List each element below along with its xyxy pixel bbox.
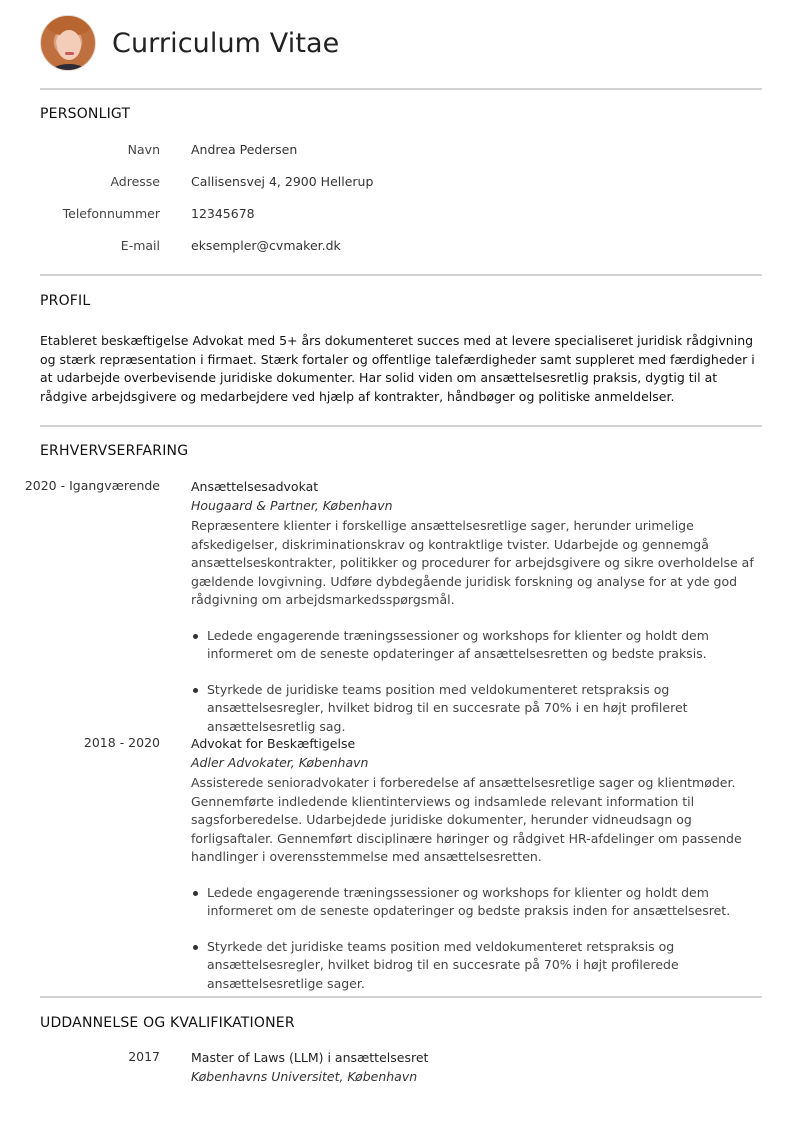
entry-job-title: Ansættelsesadvokat [191, 479, 319, 494]
entry-degree: Master of Laws (LLM) i ansættelsesret [191, 1050, 429, 1065]
field-value: eksempler@cvmaker.dk [191, 238, 341, 253]
section-divider [40, 996, 762, 998]
list-item [191, 681, 762, 737]
list-item-text: Styrkede det juridiske teams position med veldokumenteret retspraksis og ansættelsesregler, hvilket bidrog til en succesrate på 70% i højt profilerede ansættelsesretlige sager. [207, 938, 679, 991]
personal-row-phone [40, 206, 762, 226]
entry-company: Adler Advokater, København [191, 755, 369, 770]
bullet-icon [193, 891, 198, 896]
personal-row-email [40, 238, 762, 258]
list-item-text: Styrkede de juridiske teams position med veldokumenteret retspraksis og ansættelsesregler, hvilket bidrog til en succesrate på 70% i en højt profileret ansættelsesretlig sag. [207, 681, 688, 734]
field-label: Navn [127, 142, 160, 157]
list-item-text: Ledede engagerende træningssessioner og workshops for klienter og holdt dem informeret om de seneste opdateringer og bedste praksis inden for ansættelsesret. [207, 884, 731, 918]
profile-summary: Etableret beskæftigelse Advokat med 5+ års dokumenteret succes med at levere specialiseret juridisk rådgivning og stærk repræsentation i firmaet. Stærk fortaler og offentlige talefærdigheder samt suppleret med færdigheder i at udarbejde overbevisende juridiske dokumenter. Har solid viden om ansættelsesretlig praksis, dygtig til at rådgive arbejdsgivere og medarbejdere ved hjælp af kontrakter, håndbøger og politiske anmeldelser. [40, 333, 755, 404]
section-heading-personal: PERSONLIGT [40, 106, 131, 122]
entry-description: Repræsentere klienter i forskellige ansættelsesretlige sager, herunder urimelige afskedigelser, diskriminationskrav og kontraktlige tvister. Udarbejde og gennemgå ansættelseskontrakter, politikker og procedurer for arbejdsgivere og sikre overholdelse af gældende lovgivning. Udføre dybdegående juridisk forskning og analyse for at yde god rådgivning om arbejdsmarkedsspørgsmål. [191, 518, 754, 607]
field-value: Andrea Pedersen [191, 142, 298, 157]
entry-job-title: Advokat for Beskæftigelse [191, 736, 356, 751]
field-label: E-mail [120, 238, 160, 253]
entry-achievements [191, 627, 762, 737]
bullet-icon [193, 634, 198, 639]
bullet-icon [193, 945, 198, 950]
field-value: 12345678 [191, 206, 255, 221]
field-label: Telefonnummer [62, 206, 160, 221]
entry-body [191, 1049, 762, 1087]
list-item [191, 627, 762, 664]
list-item [191, 884, 762, 921]
personal-row-name [40, 142, 762, 162]
page-title: Curriculum Vitae [112, 27, 340, 59]
entry-institution: Københavns Universitet, København [191, 1069, 418, 1084]
entry-date: 2018 - 2020 [83, 735, 160, 750]
section-divider [40, 425, 762, 427]
list-item-text: Ledede engagerende træningssessioner og workshops for klienter og holdt dem informeret om de seneste opdateringer af ansættelsesretten og bedste praksis. [207, 627, 709, 661]
entry-description: Assisterede senioradvokater i forberedelse af ansættelsesretlige sager og klientmøder. Gennemførte indledende klientinterviews og indsamlede relevant information til sagsforberedelse. Udarbejdede juridiske dokumenter, herunder vidneudsagn og forligsaftaler. Gennemført disciplinære høringer og rådgivet HR-afdelinger om passende handlinger i overensstemmelse med ansættelsesretten. [191, 775, 742, 864]
section-heading-education: UDDANNELSE OG KVALIFIKATIONER [40, 1015, 295, 1031]
personal-row-address [40, 174, 762, 194]
entry-company: Hougaard & Partner, København [191, 498, 393, 513]
entry-date: 2017 [128, 1049, 160, 1064]
field-label: Adresse [110, 174, 160, 189]
field-value: Callisensvej 4, 2900 Hellerup [191, 174, 374, 189]
section-heading-experience: ERHVERVSERFARING [40, 443, 189, 459]
section-divider [40, 88, 762, 90]
entry-body [191, 735, 762, 1010]
section-heading-profile: PROFIL [40, 293, 91, 309]
entry-achievements [191, 884, 762, 994]
entry-date: 2020 - Igangværende [24, 478, 160, 493]
list-item [191, 938, 762, 994]
bullet-icon [193, 688, 198, 693]
entry-body [191, 478, 762, 753]
cv-header [40, 14, 339, 72]
profile-photo-avatar [40, 15, 96, 71]
section-divider [40, 274, 762, 276]
